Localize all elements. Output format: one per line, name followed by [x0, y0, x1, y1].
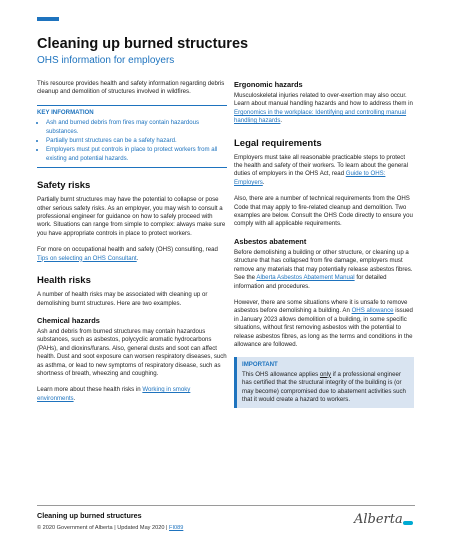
smoky-environments-paragraph [37, 386, 227, 403]
health-risks-heading: Health risks [37, 275, 91, 287]
legal-requirements-paragraph [234, 154, 414, 188]
footer-copyright: © 2020 Government of Alberta | Updated May 2020 | [37, 525, 170, 531]
asbestos-text: Before demolishing a building or other structure, or cleaning up a structure that has collapsed from fire damage, employers must remove any materials that may potentially release asbestos fibres. See the [234, 248, 413, 282]
alberta-logo-text: Alberta [354, 512, 403, 527]
ergonomic-end: . [280, 117, 283, 125]
footer-code-link[interactable]: FI089 [169, 525, 184, 531]
ohs-allowance-link[interactable]: OHS allowance [351, 307, 394, 315]
footer-meta [37, 525, 183, 531]
ergonomic-hazards-paragraph [234, 92, 414, 126]
important-body [242, 371, 408, 405]
legal-requirements-heading: Legal requirements [234, 137, 322, 149]
asbestos-paragraph [234, 249, 414, 291]
left-column [37, 80, 227, 411]
legal-end: . [262, 178, 265, 186]
smoky-environments-end: . [73, 394, 76, 402]
health-risks-paragraph: A number of health risks may be associated with cleaning up or demolishing burnt structures. Here are two examples. [37, 291, 208, 307]
chemical-hazards-paragraph: Ash and debris from burned structures may contain hazardous substances, such as asbestos, polycyclic aromatic hydrocarbons (PAHs), and dioxins/furans. Also, general dusts and soot can affect health. Dust and soot exposure can worsen respiratory diseases, such as asthma, or lead to new symptoms of respiratory disease, such as shortness of breath, wheezing and coughing. [37, 327, 227, 377]
ohs-consultant-link[interactable]: Tips on selecting an OHS Consultant [37, 254, 137, 262]
ergonomic-hazards-heading: Ergonomic hazards [234, 80, 303, 89]
ohs-consulting-paragraph [37, 246, 227, 263]
smoky-environments-text: Learn more about these health risks in [37, 386, 143, 394]
ergonomics-link[interactable]: Ergonomics in the workplace: Identifying and controlling manual handling hazards [234, 108, 407, 125]
key-information-heading: KEY INFORMATION [37, 108, 94, 116]
ergonomic-text: Musculoskeletal injuries related to over-exertion may also occur. Learn about manual handling hazards and how to address them in [234, 92, 413, 108]
page-subtitle: OHS information for employers [37, 55, 175, 66]
page-title: Cleaning up burned structures [37, 36, 249, 52]
smoky-environments-link[interactable]: Working in smoky environments [37, 386, 191, 402]
key-information-item: • Employers must put controls in place to protect workers from all existing and potential hazards. [46, 146, 227, 163]
guide-to-ohs-link[interactable]: Guide to OHS: Employers [234, 170, 386, 186]
footer-divider [37, 505, 415, 506]
key-information-list [37, 119, 227, 163]
asbestos-end: for detailed information and procedures. [234, 274, 387, 290]
legal-text: Employers must take all reasonable practicable steps to protect the health and safety of their workers. To learn about the general duties of employers in the OHS Act, read [234, 153, 409, 178]
key-information-box [37, 105, 227, 168]
ohs-code-paragraph: Also, there are a number of technical requirements from the OHS Code that may apply to fire-related cleanup and demolition. Two examples are below. Consult the OHS Code directly to ensure you comply with all applicable requirements. [234, 195, 413, 228]
asbestos-manual-link[interactable]: Alberta Asbestos Abatement Manual [256, 274, 355, 282]
alberta-logo-mark [403, 521, 413, 525]
important-only: only [319, 370, 332, 378]
alberta-logo [354, 510, 416, 532]
key-information-item: • Partially burnt structures can be a safety hazard. [46, 137, 227, 145]
ohs-consulting-end: . [136, 254, 139, 262]
footer-title: Cleaning up burned structures [37, 511, 142, 520]
accent-bar [37, 17, 59, 21]
safety-risks-heading: Safety risks [37, 180, 91, 192]
important-heading: IMPORTANT [242, 361, 278, 369]
right-column [234, 80, 414, 408]
important-text: This OHS allowance applies [242, 370, 320, 378]
ohs-consulting-text: For more on occupational health and safety (OHS) consulting, read [37, 246, 218, 254]
allowance-end: issued in January 2023 allows demolition of a building, in some specific situations, without first removing asbestos with the potential to release asbestos fibres, as long as the terms and conditions in the allowance are followed. [234, 307, 413, 348]
key-information-item: • Ash and burned debris from fires may contain hazardous substances. [46, 119, 227, 136]
important-end: if a professional engineer has certified that the structural integrity of the building is (or may become) compromised due to abatement activities such that it would create a hazard to workers. [242, 370, 406, 403]
chemical-hazards-heading: Chemical hazards [37, 315, 100, 325]
allowance-paragraph [234, 299, 414, 349]
allowance-text: However, there are some situations where it is unsafe to remove asbestos before demolishing a building. An [234, 298, 408, 315]
asbestos-abatement-heading: Asbestos abatement [234, 236, 307, 246]
important-callout [234, 357, 414, 408]
intro-paragraph: This resource provides health and safety information regarding debris cleanup and demolition of structures involved in wildfires. [37, 80, 225, 96]
safety-risks-paragraph: Partially burnt structures may have the potential to collapse or pose other serious safety risks. As an employer, you may wish to consult a professional engineer for guidance on how to safely proceed with work. Situations can range from simple to complex: always make sure you have appropriate controls in place to protect workers. [37, 196, 226, 237]
